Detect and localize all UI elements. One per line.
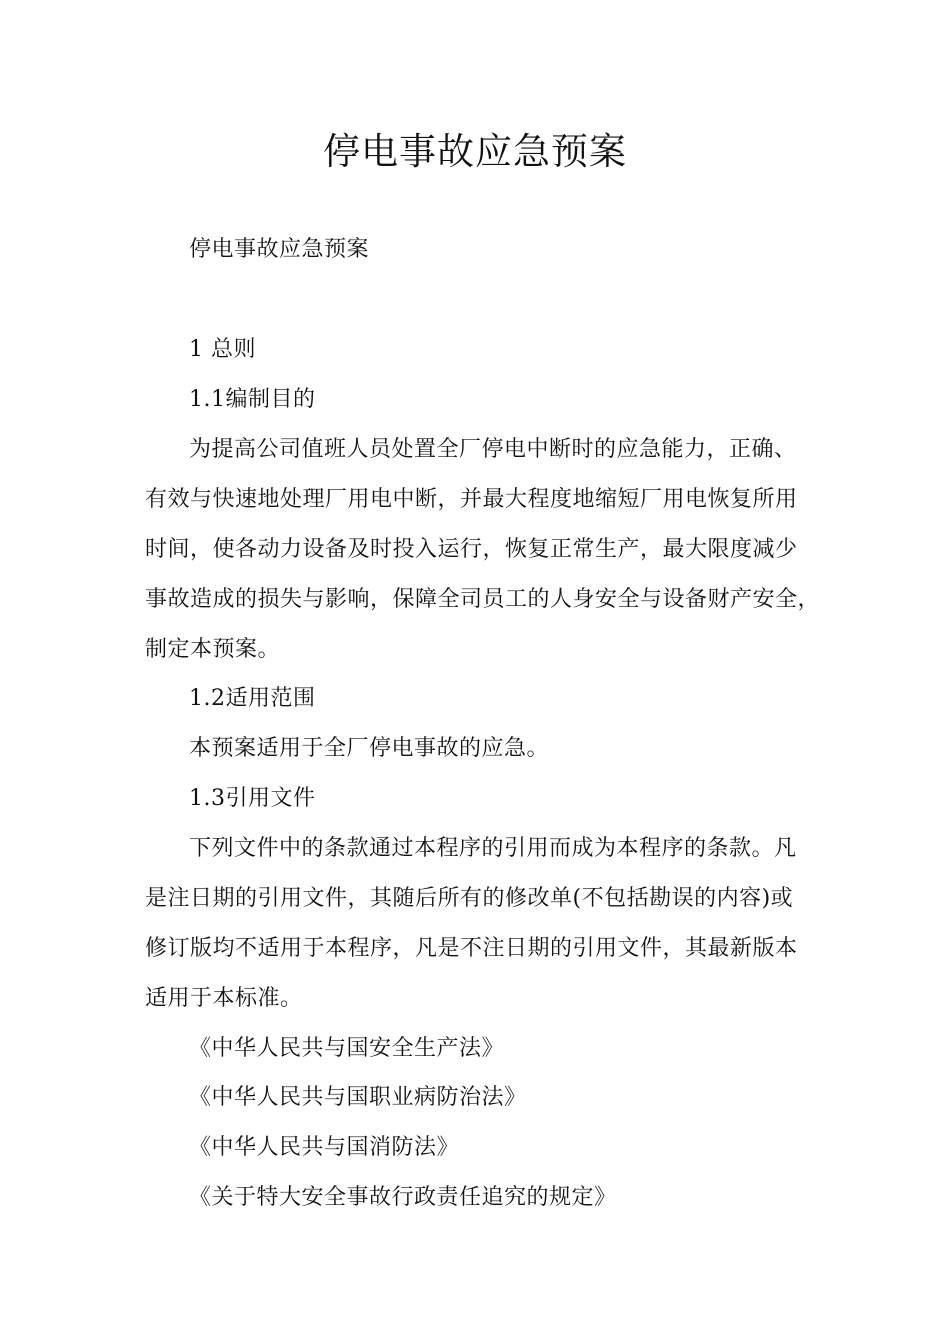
paragraph-line: 有效与快速地处理厂用电中断，并最大程度地缩短厂用电恢复所用 bbox=[145, 487, 798, 512]
paragraph-line: 本预案适用于全厂停电事故的应急。 bbox=[189, 736, 550, 761]
reference-item: 《中华人民共与国职业病防治法》 bbox=[189, 1085, 527, 1110]
section-heading-scope: 1.2适用范围 bbox=[189, 686, 316, 711]
reference-item: 《中华人民共与国消防法》 bbox=[189, 1135, 460, 1160]
paragraph-line: 适用于本标准。 bbox=[145, 986, 303, 1011]
paragraph-line: 制定本预案。 bbox=[145, 637, 281, 662]
reference-item: 《关于特大安全事故行政责任追究的规定》 bbox=[189, 1185, 617, 1210]
paragraph-line: 是注日期的引用文件，其随后所有的修改单(不包括勘误的内容)或 bbox=[145, 886, 794, 911]
section-heading-general: 1 总则 bbox=[189, 337, 256, 362]
paragraph-line: 下列文件中的条款通过本程序的引用而成为本程序的条款。凡 bbox=[189, 836, 797, 861]
paragraph-line: 修订版均不适用于本程序，凡是不注日期的引用文件，其最新版本 bbox=[145, 936, 798, 961]
document-title: 停电事故应急预案 bbox=[323, 130, 627, 173]
paragraph-line: 事故造成的损失与影响，保障全司员工的人身安全与设备财产安全， bbox=[145, 587, 821, 612]
reference-item: 《中华人民共与国安全生产法》 bbox=[189, 1036, 505, 1061]
document-subtitle: 停电事故应急预案 bbox=[189, 237, 370, 262]
section-heading-references: 1.3引用文件 bbox=[189, 786, 316, 811]
paragraph-line: 为提高公司值班人员处置全厂停电中断时的应急能力，正确、 bbox=[189, 437, 797, 462]
paragraph-line: 时间，使各动力设备及时投入运行，恢复正常生产，最大限度减少 bbox=[145, 537, 798, 562]
section-heading-purpose: 1.1编制目的 bbox=[189, 387, 316, 412]
